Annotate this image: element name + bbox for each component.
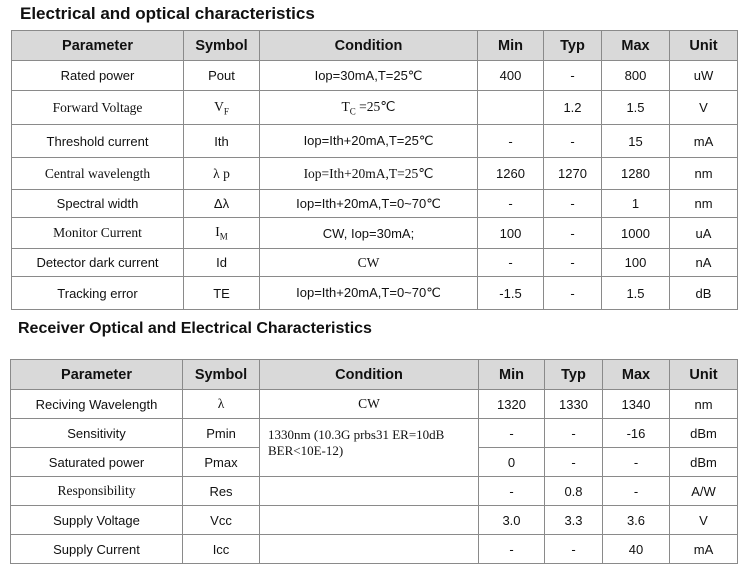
cell-max: 40 — [603, 535, 670, 564]
cell-typ: 0.8 — [545, 477, 603, 506]
cell-parameter: Supply Voltage — [11, 506, 183, 535]
cell-max: - — [603, 477, 670, 506]
header-condition: Condition — [260, 31, 478, 61]
header-max: Max — [603, 360, 670, 390]
cell-min: - — [479, 419, 545, 448]
cell-symbol — [184, 91, 260, 125]
cell-parameter: Threshold current — [12, 125, 184, 158]
cell-max: 1.5 — [602, 277, 670, 310]
cell-condition-merged: 1330nm (10.3G prbs31 ER=10dB BER<10E-12) — [260, 419, 479, 477]
cell-unit: uA — [670, 218, 738, 249]
cell-condition — [260, 477, 479, 506]
cell-symbol: Ith — [184, 125, 260, 158]
section-title-receiver: Receiver Optical and Electrical Characteristics — [18, 320, 372, 337]
symbol-subscript: M — [219, 231, 228, 242]
table-row — [12, 61, 738, 91]
cell-unit: nm — [670, 390, 738, 419]
header-typ: Typ — [544, 31, 602, 61]
cell-symbol: Vcc — [183, 506, 260, 535]
cell-symbol: TE — [184, 277, 260, 310]
cell-symbol: Pmin — [183, 419, 260, 448]
cell-unit: dB — [670, 277, 738, 310]
cell-condition: CW — [260, 390, 479, 419]
cell-min: 1320 — [479, 390, 545, 419]
header-unit: Unit — [670, 31, 738, 61]
table-row — [12, 249, 738, 277]
cell-max: 1340 — [603, 390, 670, 419]
cell-min: - — [478, 125, 544, 158]
cell-parameter: Supply Current — [11, 535, 183, 564]
cell-symbol — [184, 218, 260, 249]
cell-max: 15 — [602, 125, 670, 158]
cell-parameter: Spectral width — [12, 190, 184, 218]
cell-unit: A/W — [670, 477, 738, 506]
cell-min: - — [478, 249, 544, 277]
cell-unit: uW — [670, 61, 738, 91]
cell-symbol: λ p — [184, 158, 260, 190]
cell-min: 0 — [479, 448, 545, 477]
cell-unit: mA — [670, 125, 738, 158]
cell-typ: - — [545, 419, 603, 448]
table-row — [12, 190, 738, 218]
condition-subscript: C — [349, 106, 356, 117]
cell-typ: - — [544, 61, 602, 91]
cell-condition: CW — [260, 249, 478, 277]
cell-symbol: Res — [183, 477, 260, 506]
symbol-main: I — [215, 224, 220, 240]
cell-max: 1.5 — [602, 91, 670, 125]
cell-max: 1000 — [602, 218, 670, 249]
header-parameter: Parameter — [11, 360, 183, 390]
cell-parameter: Tracking error — [12, 277, 184, 310]
cell-min: - — [478, 190, 544, 218]
cell-max: 1 — [602, 190, 670, 218]
cell-max: - — [603, 448, 670, 477]
cell-unit: nm — [670, 158, 738, 190]
cell-min: -1.5 — [478, 277, 544, 310]
cell-unit: nm — [670, 190, 738, 218]
cell-condition: Iop=Ith+20mA,T=25℃ — [260, 158, 478, 190]
cell-min: - — [479, 477, 545, 506]
cell-symbol: Icc — [183, 535, 260, 564]
cell-parameter: Detector dark current — [12, 249, 184, 277]
cell-min: 3.0 — [479, 506, 545, 535]
header-symbol: Symbol — [184, 31, 260, 61]
table-row — [11, 419, 738, 448]
table-row — [12, 218, 738, 249]
table-row — [12, 91, 738, 125]
cell-condition: Iop=30mA,T=25℃ — [260, 61, 478, 91]
cell-typ: 1330 — [545, 390, 603, 419]
table-row — [12, 125, 738, 158]
cell-typ: 1270 — [544, 158, 602, 190]
cell-condition — [260, 535, 479, 564]
cell-min: 400 — [478, 61, 544, 91]
header-unit: Unit — [670, 360, 738, 390]
cell-min: 100 — [478, 218, 544, 249]
condition-rest: =25℃ — [355, 98, 396, 114]
cell-max: 1280 — [602, 158, 670, 190]
cell-min: - — [479, 535, 545, 564]
header-parameter: Parameter — [12, 31, 184, 61]
cell-typ: - — [544, 218, 602, 249]
condition-main: T — [341, 98, 350, 114]
table-row — [12, 277, 738, 310]
cell-parameter: Central wavelength — [12, 158, 184, 190]
cell-unit: mA — [670, 535, 738, 564]
cell-symbol: λ — [183, 390, 260, 419]
cell-typ: - — [544, 125, 602, 158]
cell-unit: dBm — [670, 419, 738, 448]
cell-parameter: Responsibility — [11, 477, 183, 506]
table-row — [11, 535, 738, 564]
cell-min — [478, 91, 544, 125]
cell-condition — [260, 506, 479, 535]
electrical-optical-table — [11, 30, 738, 310]
header-min: Min — [478, 31, 544, 61]
cell-symbol: Pout — [184, 61, 260, 91]
cell-max: 800 — [602, 61, 670, 91]
cell-typ: - — [544, 249, 602, 277]
symbol-main: V — [214, 98, 224, 114]
cell-condition — [260, 91, 478, 125]
cell-parameter: Reciving Wavelength — [11, 390, 183, 419]
table-header-row — [11, 360, 738, 390]
cell-typ: - — [545, 535, 603, 564]
cell-typ: - — [544, 277, 602, 310]
cell-condition: CW, Iop=30mA; — [260, 218, 478, 249]
cell-parameter: Monitor Current — [12, 218, 184, 249]
cell-condition: Iop=Ith+20mA,T=0~70℃ — [260, 277, 478, 310]
receiver-characteristics-table — [10, 359, 738, 564]
header-max: Max — [602, 31, 670, 61]
cell-unit: dBm — [670, 448, 738, 477]
cell-min: 1260 — [478, 158, 544, 190]
section-title-electrical-optical: Electrical and optical characteristics — [20, 4, 315, 23]
cell-typ: - — [545, 448, 603, 477]
cell-unit: V — [670, 91, 738, 125]
cell-symbol: Δλ — [184, 190, 260, 218]
cell-condition: Iop=Ith+20mA,T=25℃ — [260, 125, 478, 158]
cell-parameter: Rated power — [12, 61, 184, 91]
header-symbol: Symbol — [183, 360, 260, 390]
cell-symbol: Pmax — [183, 448, 260, 477]
cell-unit: nA — [670, 249, 738, 277]
cell-max: -16 — [603, 419, 670, 448]
symbol-subscript: F — [223, 106, 229, 117]
table-row — [11, 477, 738, 506]
cell-unit: V — [670, 506, 738, 535]
header-condition: Condition — [260, 360, 479, 390]
cell-symbol: Id — [184, 249, 260, 277]
table-header-row — [12, 31, 738, 61]
table-row — [11, 390, 738, 419]
cell-condition: Iop=Ith+20mA,T=0~70℃ — [260, 190, 478, 218]
cell-typ: 1.2 — [544, 91, 602, 125]
table-row — [12, 158, 738, 190]
cell-typ: 3.3 — [545, 506, 603, 535]
cell-parameter: Saturated power — [11, 448, 183, 477]
table-row — [11, 506, 738, 535]
header-min: Min — [479, 360, 545, 390]
cell-typ: - — [544, 190, 602, 218]
header-typ: Typ — [545, 360, 603, 390]
cell-parameter: Forward Voltage — [12, 91, 184, 125]
cell-max: 3.6 — [603, 506, 670, 535]
cell-max: 100 — [602, 249, 670, 277]
cell-parameter: Sensitivity — [11, 419, 183, 448]
